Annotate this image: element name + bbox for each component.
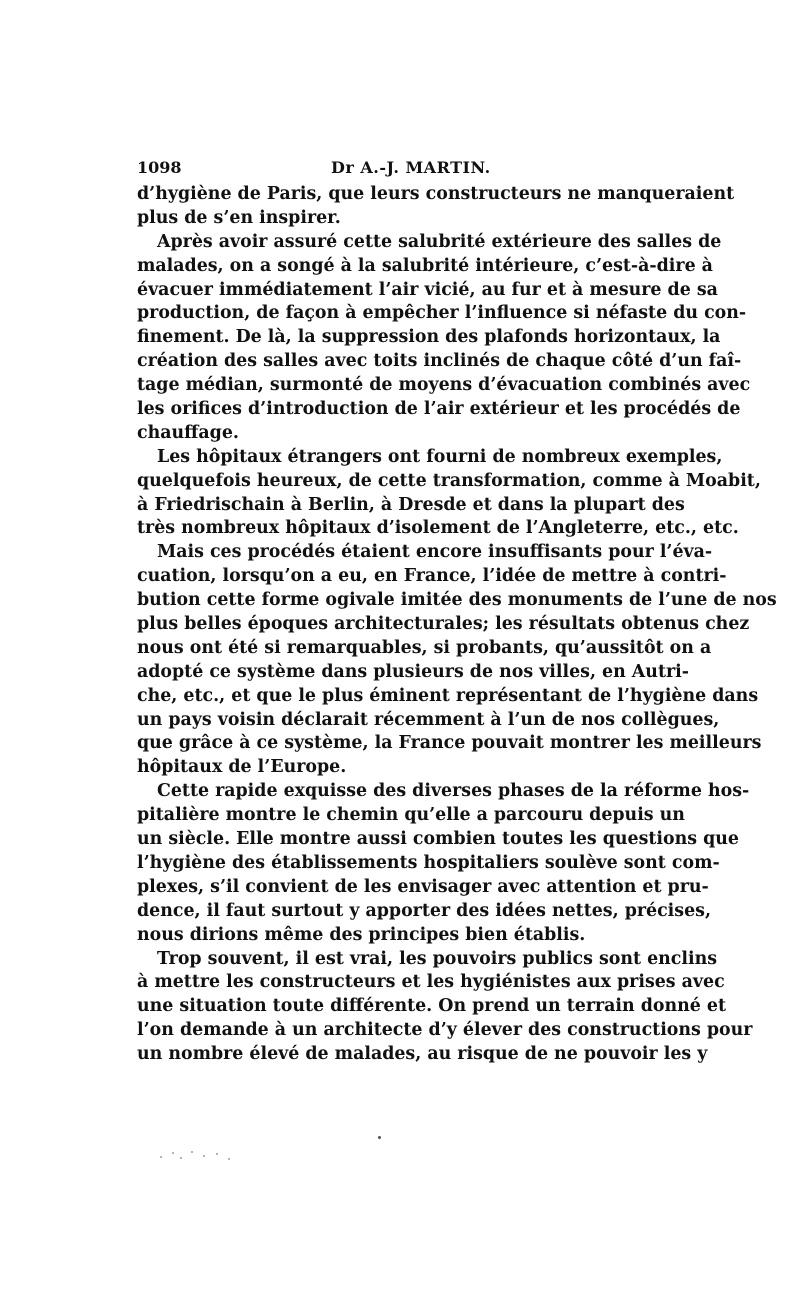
speck [180, 1157, 182, 1159]
text-line: plexes, s’il convient de les envisager avec attention et pru- [137, 876, 709, 897]
text-line: Trop souvent, il est vrai, les pouvoirs publics sont enclins [157, 948, 718, 969]
speck [228, 1158, 230, 1160]
text-line: un nombre élevé de malades, au risque de ne pouvoir les y [137, 1044, 708, 1065]
speck [172, 1152, 174, 1154]
text-line: l’on demande à un architecte d’y élever des constructions pour [137, 1020, 753, 1041]
book-page [137, 152, 777, 1067]
text-line: Les hôpitaux étrangers ont fourni de nombreux exemples, [157, 446, 723, 467]
text-line: une situation toute différente. On prend un terrain donné et [137, 996, 726, 1017]
text-line: adopté ce système dans plusieurs de nos villes, en Autri- [137, 661, 689, 682]
text-line: tage médian, surmonté de moyens d’évacuation combinés avec [137, 375, 751, 396]
text-line: Après avoir assuré cette salubrité extérieure des salles de [157, 231, 722, 252]
text-line: Mais ces procédés étaient encore insuffisants pour l’éva- [157, 542, 713, 563]
text-line: hôpitaux de l’Europe. [137, 757, 347, 778]
page-number: 1098 [137, 158, 182, 177]
text-line: quelquefois heureux, de cette transformation, comme à Moabit, [137, 470, 761, 491]
text-line: d’hygiène de Paris, que leurs constructeurs ne manqueraient [137, 184, 735, 204]
speck [203, 1155, 205, 1157]
text-line: finement. De là, la suppression des plafonds horizontaux, la [137, 327, 721, 348]
text-line: nous ont été si remarquables, si probants, qu’aussitôt on a [137, 637, 712, 658]
speck [160, 1156, 162, 1158]
text-line: l’hygiène des établissements hospitaliers soulève sont com- [137, 852, 720, 873]
text-line: nous dirions même des principes bien établis. [137, 924, 586, 945]
text-line: pitalière montre le chemin qu’elle a parcouru depuis un [137, 805, 685, 826]
text-line: malades, on a songé à la salubrité intérieure, c’est-à-dire à [137, 255, 713, 276]
running-head [137, 152, 667, 178]
text-line: un pays voisin déclarait récemment à l’un de nos collègues, [137, 709, 720, 730]
text-line: que grâce à ce système, la France pouvait montrer les meilleurs [137, 733, 762, 754]
ink-dot [378, 1136, 381, 1139]
speck [216, 1153, 218, 1155]
text-line: plus belles époques architecturales; les résultats obtenus chez [137, 614, 750, 635]
text-line: plus de s’en inspirer. [137, 207, 341, 228]
text-line: très nombreux hôpitaux d’isolement de l’Angleterre, etc., etc. [137, 518, 739, 539]
text-line: production, de façon à empêcher l’influence si néfaste du con- [137, 303, 747, 324]
paper-specks [158, 1148, 238, 1162]
text-line: les orifices d’introduction de l’air extérieur et les procédés de [137, 399, 741, 420]
text-line: évacuer immédiatement l’air vicié, au fur et à mesure de sa [137, 279, 718, 300]
text-line: Cette rapide exquisse des diverses phases de la réforme hos- [157, 781, 750, 802]
text-line: à Friedrischain à Berlin, à Dresde et dans la plupart des [137, 494, 685, 515]
text-line: un siècle. Elle montre aussi combien toutes les questions que [137, 829, 739, 850]
text-line: bution cette forme ogivale imitée des monuments de l’une de nos [137, 590, 777, 611]
speck [191, 1151, 193, 1153]
text-line: cuation, lorsqu’on a eu, en France, l’idée de mettre à contri- [137, 566, 727, 587]
text-line: chauffage. [137, 422, 239, 443]
running-title: Dr A.-J. MARTIN. [331, 158, 491, 177]
text-line: à mettre les constructeurs et les hygiénistes aux prises avec [137, 972, 725, 993]
text-line: création des salles avec toits inclinés de chaque côté d’un faî- [137, 351, 742, 372]
text-line: dence, il faut surtout y apporter des idées nettes, précises, [137, 900, 711, 921]
text-line: che, etc., et que le plus éminent représentant de l’hygiène dans [137, 685, 759, 706]
body-text [137, 183, 777, 1067]
